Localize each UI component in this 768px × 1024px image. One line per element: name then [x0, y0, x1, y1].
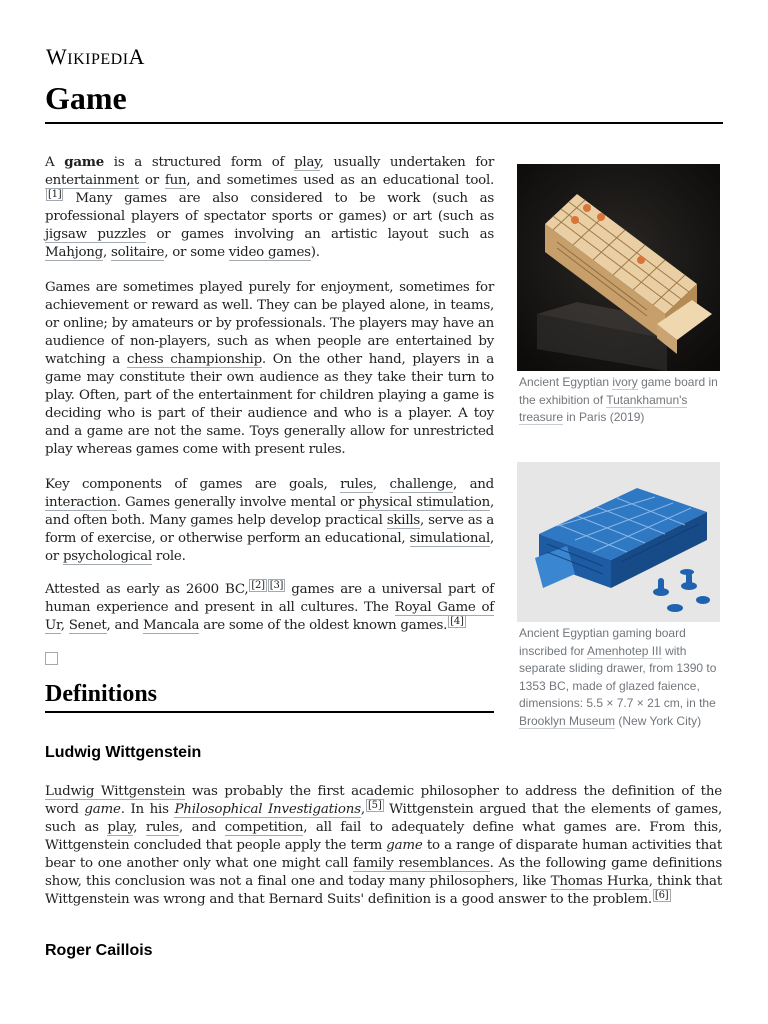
link-competition[interactable]: competition — [224, 820, 304, 835]
link-mancala[interactable]: Mancala — [142, 618, 200, 633]
link-family-resemblances[interactable]: family resemblances — [353, 856, 490, 871]
link-challenge[interactable]: challenge — [389, 477, 453, 492]
link-solitaire[interactable]: solitaire — [111, 245, 165, 260]
section-divider — [45, 711, 494, 713]
faience-board-illustration — [517, 462, 720, 622]
wittgenstein-paragraph: Ludwig Wittgenstein was probably the first academic philosopher to address the definition of the word game. In his Philosophical Investigations, [5] Wittgenstein argued that the elements of games, such as play, rules, and competition, all fail to adequately define what games are. From this, Wittgenstein concluded that people apply the term game to a range of disparate human activities that bear to one another only what one might call family resemblances. As the following game definitions show, this conclusion was not a final one and today many philosophers, like Thomas Hurka, think that Wittgenstein was wrong and that Bernard Suits' definition is a good answer to the problem. [6] — [45, 784, 723, 907]
link-simulational[interactable]: simulational — [409, 531, 490, 546]
title-divider — [45, 122, 723, 124]
link-fun[interactable]: fun — [164, 173, 187, 188]
citation-3[interactable]: [3] — [269, 579, 284, 591]
subsection-heading-wittgenstein: Ludwig Wittgenstein — [45, 744, 202, 761]
caption-faience-game-board: Ancient Egyptian gaming board inscribed for Amenhotep III with separate sliding drawer, from 1390 to 1353 BC, made of glazed faience, dimensions: 5.5 × 7.7 × 21 cm, in the Brooklyn Museum (New York City) — [519, 626, 717, 728]
figure-faience-game-board — [517, 462, 720, 731]
ivory-game-board-image[interactable] — [517, 164, 720, 371]
intro-paragraph-2: Games are sometimes played purely for enjoyment, sometimes for achievement or reward as well. They can be played alone, in teams, or online; by amateurs or by professionals. The players may have an audience of non-players, such as when people are entertained by watching a chess championship. On the other hand, players in a game may constitute their own audience as they take their turn to play. Often, part of the entertainment for children playing a game is deciding who is part of their audience and who is a player. A toy and a game are not the same. Toys generally allow for unrestricted play whereas games come with present rules. — [45, 280, 494, 457]
link-interaction[interactable]: interaction — [45, 495, 117, 510]
link-philosophical-investigations[interactable]: Philosophical Investigations — [174, 802, 361, 817]
wordmark-final: A — [128, 44, 145, 69]
link-jigsaw-puzzles[interactable]: jigsaw puzzles — [45, 227, 146, 242]
citation-2[interactable]: [2] — [251, 579, 265, 591]
link-brooklyn-museum[interactable]: Brooklyn Museum — [519, 713, 616, 728]
link-skills[interactable]: skills — [386, 513, 421, 528]
intro-paragraph-3: Key components of games are goals, rules, challenge, and interaction. Games generally involve mental or physical stimulation, and often both. Many games help develop practical skills, serve as a form of exercise, or otherwise perform an educational, simulational, or psychological role. — [45, 477, 494, 564]
wordmark-initial: W — [46, 44, 68, 69]
ivory-board-illustration — [517, 164, 720, 371]
page-title: Game — [45, 80, 127, 116]
citation-5[interactable]: [5] — [367, 799, 382, 811]
link-chess-championship[interactable]: chess championship — [126, 352, 262, 367]
link-amenhotep-iii[interactable]: Amenhotep III — [587, 643, 662, 658]
wordmark-smallcaps: IKIPEDI — [67, 51, 129, 68]
intro-paragraph-4: Attested as early as 2600 BC, [2] [3] games are a universal part of human experience and present in all cultures. The Royal Game of Ur, Senet, and Mancala are some of the oldest known games. [4] — [45, 579, 495, 633]
link-senet[interactable]: Senet — [68, 618, 107, 633]
subsection-heading-caillois: Roger Caillois — [45, 942, 153, 959]
citation-6[interactable]: [6] — [654, 889, 669, 901]
link-psychological[interactable]: psychological — [62, 549, 152, 564]
toc-toggle-checkbox[interactable] — [45, 652, 58, 665]
caption-ivory-game-board: Ancient Egyptian ivory game board in the exhibition of Tutankhamun's treasure in Paris (2019) — [519, 375, 718, 425]
link-entertainment[interactable]: entertainment — [45, 173, 139, 188]
link-rules[interactable]: rules — [340, 477, 373, 492]
link-mahjong[interactable]: Mahjong — [45, 245, 103, 260]
citation-4[interactable]: [4] — [450, 615, 464, 627]
link-tutankhamuns-treasure[interactable]: Tutankhamun's treasure — [519, 392, 688, 425]
link-rules-2[interactable]: rules — [145, 820, 179, 835]
citation-1[interactable]: [1] — [48, 188, 62, 200]
link-play[interactable]: play — [294, 155, 320, 170]
bold-term: game — [64, 154, 104, 170]
link-ivory[interactable]: ivory — [612, 375, 638, 389]
link-video-games[interactable]: video games — [228, 245, 311, 260]
link-play-2[interactable]: play — [107, 820, 134, 835]
section-heading-definitions: Definitions — [45, 681, 158, 707]
link-ludwig-wittgenstein[interactable]: Ludwig Wittgenstein — [45, 784, 186, 799]
wikipedia-wordmark[interactable] — [46, 44, 145, 70]
intro-paragraph-1: A game is a structured form of play, usually undertaken for entertainment or fun, and sometimes used as an educational tool.[1] Many games are also considered to be work (such as professional players of spectator sports or games) or art (such as jigsaw puzzles or games involving an artistic layout such as Mahjong, solitaire, or some video games). — [45, 154, 494, 260]
link-physical-stimulation[interactable]: physical stimulation — [358, 495, 490, 510]
link-royal-game-of-ur[interactable]: Royal Game of Ur — [45, 600, 495, 633]
faience-game-board-image[interactable] — [517, 462, 720, 622]
link-thomas-hurka[interactable]: Thomas Hurka — [550, 874, 649, 889]
figure-ivory-game-board — [517, 164, 720, 427]
